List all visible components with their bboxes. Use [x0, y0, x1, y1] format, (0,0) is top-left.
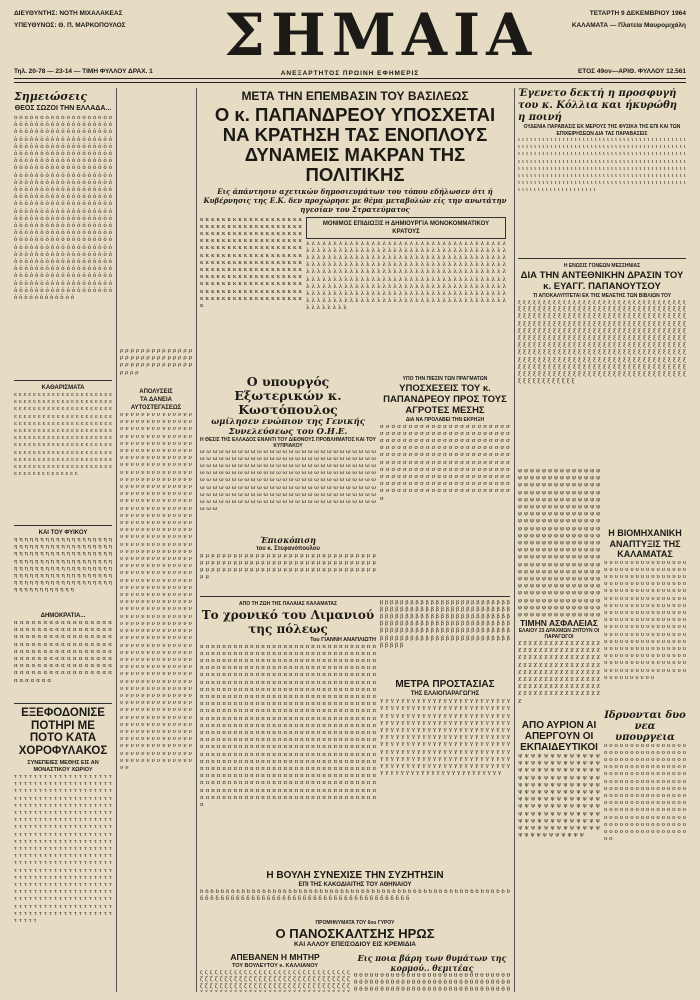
article-body: κ κ κ κ κ κ κ κ κ κ κ κ κ κ κ κ κ κ κ κ κ κ κ κ κ κ κ κ κ κ κ κ κ κ κ κ κ κ κ κ κ κ κ κ κ κ κ κ κ κ κ κ κ κ κ κ κ κ κ κ κ κ κ κ κ κ κ κ κ κ κ κ κ κ κ κ κ κ κ κ κ κ κ κ κ κ κ κ κ κ κ κ κ κ κ κ κ κ κ κ κ κ κ κ κ κ κ κ κ κ κ κ κ κ κ κ κ κ κ κ κ κ κ κ κ κ κ κ κ κ κ κ κ κ κ κ κ κ κ κ κ κ κ κ κ κ κ κ κ κ κ κ κ κ κ κ κ κ κ κ κ κ κ κ κ κ κ κ κ κ κ κ κ κ κ κ κ κ κ κ κ κ κ κ κ κ κ κ κ κ κ κ κ κ κ κ κ κ κ κ κ κ κ κ κ κ κ κ κ κ κ κ κ κ κ κ κ κ κ κ κ κ κ κ κ κ κ κ κ: [200, 216, 302, 310]
lead-subheadline: Εις άπάντησιν αχετικών δημοσιευμάτων του τόπου εδήλωσεν ότι ή Κυβέρνησις της Ε.Κ. δεν προχώρησε με θέμα μεταβολών είς την ανωτάτην ηγεσίαν του Στρατεύματος: [203, 186, 507, 214]
article-body: ζ ζ ζ ζ ζ ζ ζ ζ ζ ζ ζ ζ ζ ζ ζ ζ ζ ζ ζ ζ ζ ζ ζ ζ ζ ζ ζ ζ ζ ζ ζ ζ ζ ζ ζ ζ ζ ζ ζ ζ ζ ζ ζ ζ ζ ζ ζ ζ ζ ζ ζ ζ ζ ζ ζ ζ ζ ζ ζ ζ ζ ζ ζ ζ ζ ζ ζ ζ ζ ζ ζ ζ ζ ζ ζ ζ ζ ζ ζ ζ ζ ζ ζ ζ ζ ζ ζ ζ ζ ζ ζ ζ ζ: [200, 969, 350, 991]
mid-kicker: ΥΠΟ ΤΗΝ ΠΙΕΣΙΝ ΤΩΝ ΠΡΑΓΜΑΤΩΝ: [402, 375, 488, 382]
sport-headline: Ο ΠΑΝΟΣΚΑΛΤΣΗΣ ΗΡΩΣ: [275, 926, 435, 942]
article-body: γ γ γ γ γ γ γ γ γ γ γ γ γ γ γ γ γ γ γ γ γ γ γ γ γ γ γ γ γ γ γ γ γ γ γ γ γ γ γ γ γ γ γ γ γ γ γ γ γ γ γ γ γ γ γ γ γ γ γ γ γ γ γ γ γ γ γ γ γ γ γ γ γ γ γ γ γ γ γ γ γ γ γ γ γ γ γ γ γ γ γ γ γ γ γ γ γ γ γ γ γ γ γ γ γ γ γ γ γ γ γ γ γ γ γ γ γ γ γ γ γ γ γ γ γ γ γ γ γ γ γ γ γ γ γ γ γ γ γ γ γ γ γ γ γ γ γ γ γ γ γ γ γ γ γ γ γ γ γ γ γ γ γ γ γ γ γ γ γ γ γ γ γ γ γ γ γ γ γ γ γ γ γ γ γ γ γ γ γ γ γ γ γ γ γ γ γ γ γ γ γ γ γ γ γ γ γ γ γ γ γ γ γ γ γ γ γ γ γ γ γ γ γ γ γ γ γ γ γ γ γ γ γ γ γ γ γ γ γ γ γ γ γ γ γ γ γ γ γ γ γ γ γ γ γ γ γ γ γ γ γ γ γ γ γ γ γ γ γ γ γ γ γ γ: [380, 698, 510, 777]
appeal-headline: Έγενετο δεκτή η προσφυγή του κ. Κόλλια και ήκυρώθη η ποινή: [518, 88, 678, 123]
masthead-rule: [14, 78, 686, 83]
masthead-right: [476, 8, 686, 32]
promo-kicker: ΠΡΟΜΗΝΥΜΑΤΑ ΤΟΥ 6ου ΓΥΡΟΥ: [315, 920, 395, 927]
masthead-left: [14, 8, 224, 32]
article-body: α α α α α α α α α α α α α α α α α α α α α α α α α α α α α α α α α α α α α α α α α α α α α α α α α α α α α α α α α α α α α α α α α α α α α α α α α α α α α α α α α α α α α α α α α α α α α α α α α α α α α α α α α α α α α α α α α α α α α α α α α α α α α α α α α α α α α α α α α α α α α α α: [14, 620, 112, 684]
article-body: τ τ τ τ τ τ τ τ τ τ τ τ τ τ τ τ τ τ τ τ τ τ τ τ τ τ τ τ τ τ τ τ τ τ τ τ τ τ τ τ τ τ τ τ τ τ τ τ τ τ τ τ τ τ τ τ τ τ τ τ τ τ τ τ τ τ τ τ τ τ τ τ τ τ τ τ τ τ τ τ τ τ τ τ τ τ τ τ τ τ τ τ τ τ τ τ τ τ τ τ τ τ τ τ τ τ τ τ τ τ τ τ τ τ τ τ τ τ τ τ τ τ τ τ τ τ τ τ τ τ τ τ τ τ τ τ τ τ τ τ τ τ τ τ τ τ τ τ τ τ τ τ τ τ τ τ τ τ τ τ τ τ τ τ τ τ τ τ τ τ τ τ τ τ τ τ τ τ τ τ τ τ τ τ τ τ τ τ τ τ τ τ τ τ τ τ τ τ τ τ τ τ τ τ τ τ τ τ τ τ τ τ τ τ τ τ τ τ τ τ τ τ τ τ τ τ τ τ τ τ τ τ τ τ τ τ τ τ τ τ τ τ τ τ τ τ τ τ τ τ τ τ τ τ τ τ τ τ τ τ τ τ τ τ τ τ τ τ τ τ τ τ τ τ τ τ τ τ τ τ τ τ τ τ τ τ τ τ τ τ τ τ τ τ τ τ τ τ τ τ τ τ τ τ τ τ τ τ τ τ τ τ τ τ τ τ τ τ τ τ τ τ τ τ τ τ τ τ τ τ τ τ τ τ τ τ τ τ τ τ τ τ τ τ τ τ τ τ τ τ τ τ τ τ τ τ τ τ τ τ τ τ τ τ τ τ τ τ τ τ τ τ τ τ τ τ τ τ τ τ τ τ τ τ τ τ τ τ τ τ τ τ τ τ τ τ τ τ τ τ τ τ τ τ τ: [14, 774, 112, 925]
article-heading: ΚΑΘΑΡΙΣΜΑΤΑ: [41, 385, 85, 391]
insurance-headline: ΤΙΜΗΝ ΑΣΦΑΛΕΙΑΣ: [519, 618, 599, 628]
article-headline: ΕΞΕΦΟΔΟΝΙΣΕ ΠΟΤΗΡΙ ΜΕ ΠΟΤΟ ΚΑΤΑ ΧΟΡΟΦΥΛΑΚΟΣ: [18, 707, 108, 757]
article-heading: ΤΑ ΔΑΝΕΙΑ ΑΥΤΟΣΤΕΓΑΣΕΩΣ: [130, 397, 182, 411]
editor-line: ΥΠΕΥΘΥΝΟΣ: Θ. Π. ΜΑΡΚΟΠΟΥΛΟΣ: [14, 22, 126, 29]
article-body: λ λ λ λ λ λ λ λ λ λ λ λ λ λ λ λ λ λ λ λ λ λ λ λ λ λ λ λ λ λ λ λ λ λ λ λ λ λ λ λ λ λ λ λ λ λ λ λ λ λ λ λ λ λ λ λ λ λ λ λ λ λ λ λ λ λ λ λ λ λ λ λ λ λ λ λ λ λ λ λ λ λ λ λ λ λ λ λ λ λ λ λ λ λ λ λ λ λ λ λ λ λ λ λ λ λ λ λ λ λ λ λ λ λ λ λ λ λ λ λ λ λ λ λ λ λ λ λ λ λ λ λ λ λ λ λ λ λ λ λ λ λ λ λ λ λ λ λ λ λ λ λ λ λ λ λ λ λ λ λ λ λ λ λ λ λ λ λ λ λ λ λ λ λ λ λ λ λ λ λ λ λ λ λ λ λ λ λ λ λ λ λ λ λ λ λ λ λ λ λ λ λ λ λ λ λ λ λ λ λ λ λ λ λ λ λ λ λ λ λ λ λ λ λ λ λ λ λ λ λ λ λ λ λ λ λ λ λ λ λ λ λ λ λ λ λ λ λ λ λ λ λ λ λ λ λ λ λ λ λ λ λ λ λ λ λ λ λ λ λ λ λ λ λ λ λ λ λ λ λ λ λ λ λ λ λ λ λ λ λ λ λ λ λ λ λ λ λ λ λ λ λ λ λ λ λ λ λ λ λ λ λ λ λ λ λ λ λ λ λ λ λ λ λ λ λ λ λ λ λ λ λ λ λ λ λ λ λ λ λ λ: [306, 240, 506, 312]
newspaper-subtitle: ΑΝΕΞΑΡΤΗΤΟΣ ΠΡΩΙΝΗ ΕΦΗΜΕΡΙΣ: [280, 70, 420, 77]
newspaper-title: ΣΗΜΑΙΑ: [224, 1, 538, 69]
obituary-headline: ΑΠΕΒΑΝΕΝ Η ΜΗΤΗΡ: [230, 951, 320, 962]
strike-headline: ΑΠΟ ΑΥΡΙΟΝ ΑΙ ΑΠΕΡΓΟΥΝ ΟΙ ΕΚΠΑΙΔΕΥΤΙΚΟΙ: [520, 720, 598, 753]
column-1: [14, 88, 112, 992]
price-line: Τηλ. 20-78 — 23-14 — ΤΙΜΗ ΦΥΛΛΟΥ ΔΡΑΧ. 1: [14, 68, 153, 75]
boxed-heading: ΜΟΝΙΜΟΣ ΕΠΙΔΙΩΞΙΣ Η ΔΗΜΙΟΥΡΓΙΑ ΜΟΝΟΚΟΜΜΑΤΙΚΟΥ ΚΡΑΤΟΥΣ: [306, 217, 506, 239]
column-rule: [116, 88, 117, 992]
sport-subheading: ΚΑΙ ΑΛΛΟΥ ΕΠΕΙΣΟΔΙΟΥ ΕΙΣ ΚΡΕΜΙΔΙΑ: [293, 940, 417, 948]
issue-number: ΕΤΟΣ 49ον—ΑΡΙΘ. ΦΥΛΛΟΥ 12.561: [577, 68, 686, 75]
notes-column-title: Σημειώσεις: [14, 90, 88, 103]
metra-headline: ΜΕΤΡΑ ΠΡΟΣΤΑΣΙΑΣ: [395, 678, 495, 690]
divider: [14, 380, 112, 381]
papanoutsos-headline: ΔΙΑ ΤΗΝ ΑΝΤΕΘΝΙΚΗΝ ΔΡΑΣΙΝ ΤΟΥ κ. ΕΥΑΓΓ. ΠΑΠΑΝΟΥΤΣΟΥ: [520, 270, 684, 292]
mid-subheading: ΔΙΑ ΝΑ ΠΡΟΛΑΒΕΙ ΤΗΝ ΕΚΡΗΞΗ: [405, 416, 485, 423]
article-body: ρ ρ ρ ρ ρ ρ ρ ρ ρ ρ ρ ρ ρ ρ ρ ρ ρ ρ ρ ρ ρ ρ ρ ρ ρ ρ ρ ρ ρ ρ ρ ρ ρ ρ ρ ρ ρ ρ ρ ρ ρ ρ ρ ρ ρ ρ: [120, 348, 192, 376]
article-body: χ χ χ χ χ χ χ χ χ χ χ χ χ χ χ χ χ χ χ χ χ χ χ χ χ χ χ χ χ χ χ χ χ χ χ χ χ χ χ χ χ χ χ χ χ χ χ χ χ χ χ χ χ χ χ χ χ χ χ χ χ χ χ χ χ χ χ χ χ χ χ χ χ χ χ χ χ χ χ χ χ χ χ χ χ χ χ χ χ χ χ χ χ χ χ χ χ χ χ χ χ χ χ χ χ χ χ χ χ χ χ χ χ χ χ χ χ χ χ χ χ χ χ χ χ χ χ χ χ: [518, 640, 600, 704]
episkopos-subheading: του κ. Στεφανόπουλου: [256, 545, 320, 552]
papanoutsos-subheading: ΤΙ ΑΠΟΚΑΛΥΠΤΕΤΑΙ ΕΚ ΤΗΣ ΜΕΛΕΤΗΣ ΤΩΝ ΒΙΒΛΙΩΝ ΤΟΥ: [532, 293, 672, 299]
article-heading: ΔΗΜΟΚΡΑΤΙΑ...: [40, 613, 86, 619]
article-body: π π π π π π π π π π π π π π π π π π π π π π π π π π π π π π π π π π π π π π π π π π π π π π π π π π π π π π π π π π π π π π π π π π π π π π π π π π π π π π π π π π π π π π π π π π π π π π π π π π π π π π π π π π π π π π π π π π π π π π π π π π π π π π π π π π π π π π π π π π π π π π π π π π π π π π π π π π π π π π π π π π π π π π π π π π π π π π π π π π π π π π π π π π π π π π π π π π π π π π π π π π π π π π π π π π π π π π π π π π π π π π π π π π π π π π π π π π π π π π π π π π π π π π π π π π π π π π π π π π π π π π π π π π π π π π π π π π π π π π π π π π π π π π π π π π π π π π π π π π π π π π π π π π π π π π π π π π π π π π π π π π π π π π π π π π π π π π π π π π π π π π π π π π π π π π π π π π π π π π π π π π π π π π π π π π π π π π π π π π π π π π π π π π π π π π π π π π π π π π π π π π π π π π π π π π π π π π π π π π π π π π π π π π π π π π π π π π π π π π π π π π π π π π π π π π π π π π π π π π π π π π π π π π π π π π π π π π π π π π π π π π π π π π π π π π π π π π π π π π π π π π π π π π π π π π π π π π π π π π π π π π π π π π π π π π π π π π π π π π π π π π π π π π π π π π π π π π π π π π π π π π π π π π π π π π π π π π π π π π π π π π π π π π π π π π π π π π π π π π π π π π π π π π π π π π π π π π π π π π π π π π π π π π π π π π π π π π π π π π π π π π π π π π π π π π π π π π π π π π π π π π π π π π π π π π π π π π π π π π π π π π π π π π π π π π π π π π π π π π π π π π π π π: [200, 643, 376, 809]
article-body: ο ο ο ο ο ο ο ο ο ο ο ο ο ο ο ο ο ο ο ο ο ο ο ο ο ο ο ο ο ο ο ο ο ο ο ο ο ο ο ο ο ο ο ο ο ο ο ο ο ο ο ο ο ο ο ο ο ο ο ο ο ο ο ο ο ο ο ο ο ο ο ο ο ο ο ο ο ο ο ο ο ο ο ο ο ο ο ο ο ο ο ο ο ο ο ο ο ο ο ο ο ο ο ο ο ο ο ο ο ο ο ο ο ο ο ο ο ο ο ο ο ο ο ο ο ο ο ο ο ο ο ο ο ο ο ο ο ο ο ο ο ο ο ο ο ο ο ο ο ο ο ο ο ο ο ο ο ο ο ο ο ο ο ο ο ο ο ο ο ο ο ο ο ο ο ο ο ο ο ο ο ο ο ο ο ο ο ο ο ο ο ο ο ο ο ο ο ο ο ο ο ο ο ο ο ο ο ο ο ο: [604, 742, 686, 843]
article-heading: ΑΠΟΛΥΣΕΙΣ: [139, 389, 173, 395]
article-body: δ δ δ δ δ δ δ δ δ δ δ δ δ δ δ δ δ δ δ δ δ δ δ δ δ δ δ δ δ δ δ δ δ δ δ δ δ δ δ δ δ δ δ δ δ δ δ δ δ δ δ δ δ δ δ δ δ δ δ δ δ δ δ δ δ δ δ δ δ δ δ δ δ δ δ δ δ δ δ δ δ δ δ δ δ δ δ δ δ δ δ δ δ δ δ δ δ δ δ δ δ: [200, 889, 510, 903]
chronicle-kicker: ΑΠΟ ΤΗ ΖΩΗ ΤΗΣ ΠΑΛΑΙΑΣ ΚΑΛΑΜΑΤΑΣ: [238, 600, 338, 607]
article-body: η η η η η η η η η η η η η η η η η η η η η η η η η η η η η η η η η η η η η η η η η η η η η η η η η η η η η η η η η η η η η η η η η η η η η η η η η η η η η η η η η η η η η η η η η η η η η η η η η η η η η η η η η η η η η η η η η η η η η η η η η η η η η η η η η η η η η η η η η η η η η η η η η: [14, 537, 112, 594]
foreign-minister-subhead: ωμίλησεν ενώπιον της Γενικής Συνελεύσεως του Ο.Η.Ε.: [211, 416, 365, 437]
article-body: φ φ φ φ φ φ φ φ φ φ φ φ φ φ φ φ φ φ φ φ φ φ φ φ φ φ φ φ φ φ φ φ φ φ φ φ φ φ φ φ φ φ φ φ φ φ φ φ φ φ φ φ φ φ φ φ φ φ φ φ φ φ φ φ φ φ φ φ φ φ φ φ φ φ φ φ φ φ φ φ φ φ φ φ φ φ φ φ φ φ φ φ φ φ φ φ φ φ φ φ φ φ φ φ φ φ φ φ φ φ φ φ φ φ φ φ φ φ φ φ φ φ φ φ φ φ φ φ φ φ φ φ φ φ φ φ φ φ φ φ φ φ φ φ φ φ φ φ φ φ φ φ φ φ φ φ φ φ φ φ φ φ φ φ φ φ φ φ φ φ φ φ φ φ φ φ φ φ φ φ φ φ φ φ φ φ φ φ φ φ φ φ φ φ φ φ φ φ φ φ φ φ φ φ φ φ φ φ φ φ φ φ φ φ φ φ φ φ φ φ φ φ φ φ φ φ φ φ φ φ φ φ φ φ φ φ φ φ φ φ φ φ φ φ φ φ φ φ φ φ φ φ φ φ φ φ φ φ φ φ φ φ φ φ φ φ φ φ φ φ φ φ φ φ φ φ φ φ φ φ φ φ φ φ φ φ φ φ φ φ φ φ φ φ: [518, 468, 600, 618]
kids-headline: Εις ποια βάρη των θυμάτων της κορμού.. θεμιτέας: [357, 952, 507, 973]
right-column: [518, 88, 686, 992]
newspaper-page: [14, 1, 686, 992]
divider: [14, 525, 112, 526]
ministries-headline: Ιδρυονται δυο νεα υπουργεια: [604, 709, 686, 743]
chronicle-headline: Το χρονικό του Λιμανιού της πόλεως: [201, 607, 375, 636]
appeal-subheading: ΟΥΔΕΝΙΑ ΠΑΡΑΒΑΣΙΣ ΕΚ ΜΕΡΟΥΣ ΤΗΣ ΦΥΣΙΚΑ ΤΗΣ ΕΠΙ ΚΑΙ ΤΩΝ ΕΠΙΧΕΙΡΗΣΕΩΝ ΔΙΑ ΤΑΣ ΠΑΡΑΒΑΣΕΙΣ: [523, 124, 681, 137]
article-body: θ θ θ θ θ θ θ θ θ θ θ θ θ θ θ θ θ θ θ θ θ θ θ θ θ θ θ θ θ θ θ θ θ θ θ θ θ θ θ θ θ θ θ θ θ θ θ θ θ θ θ θ θ θ θ θ θ θ θ θ θ θ θ θ θ θ θ θ θ θ θ θ θ θ θ θ θ θ θ θ θ θ θ θ θ θ θ θ θ θ: [354, 972, 510, 992]
lead-headline: Ο κ. ΠΑΠΑΝΔΡΕΟΥ ΥΠΟΣΧΕΤΑΙ ΝΑ ΚΡΑΤΗΣΗ ΤΑΣ ΕΝΟΠΛΟΥΣ ΔΥΝΑΜΕΙΣ ΜΑΚΡΑΝ ΤΗΣ ΠΟΛΙΤΙΚΗΣ: [214, 103, 496, 185]
metra-subheading: ΤΗΣ ΕΛΑΙΟΠΑΡΑΓΩΓΗΣ: [410, 691, 480, 698]
insurance-subheading: ΕΛΑΙΟΥ 23 ΔΡΑΧΜΩΝ ΖΗΤΟΥΝ ΟΙ ΠΑΡΑΓΩΓΟΙ: [518, 628, 600, 640]
episkopos-heading: Έπισκόπιση: [260, 534, 316, 545]
obituary-subheading: ΤΟΥ ΒΟΥΛΕΥΤΟΥ κ. ΚΑΛΛΙΑΝΟΥ: [231, 962, 319, 969]
column-2: [120, 348, 192, 992]
article-subheading: ΣΥΝΕΠΕΙΕΣ ΜΕΘΗΣ ΕΙΣ ΑΝ ΜΟΝΑΣΤΙΚΟΥ ΧΩΡΙΟΥ: [27, 760, 99, 773]
address-line: ΚΑΛΑΜΑΤΑ — Πλατεία Μαυρομιχάλη: [571, 22, 686, 29]
industry-headline: Η ΒΙΟΜΗΧΑΝΙΚΗ ΑΝΑΠΤΥΞΙΣ ΤΗΣ ΚΑΛΑΜΑΤΑΣ: [608, 528, 682, 559]
article-body: ι ι ι ι ι ι ι ι ι ι ι ι ι ι ι ι ι ι ι ι ι ι ι ι ι ι ι ι ι ι ι ι ι ι ι ι ι ι ι ι ι ι ι ι ι ι ι ι ι ι ι ι ι ι ι ι ι ι ι ι ι ι ι ι ι ι ι ι ι ι ι ι ι ι ι ι ι ι ι ι ι ι ι ι ι ι ι ι ι ι ι ι ι ι ι ι ι ι ι ι ι ι ι ι ι ι ι ι ι ι ι ι ι ι ι ι ι ι ι ι ι ι ι ι ι ι ι ι ι ι ι ι ι ι ι ι ι ι ι ι ι ι ι ι ι ι ι ι ι ι ι ι ι ι ι ι ι ι ι ι ι ι ι ι ι ι ι ι ι ι ι ι ι ι ι ι ι ι ι ι ι ι ι ι ι ι ι ι ι ι ι ι ι ι ι ι ι ι ι ι ι ι ι ι ι ι ι ι ι ι ι ι ι ι ι ι ι ι ι ι ι ι ι ι ι ι ι ι ι ι ι ι ι ι ι ι ι ι ι ι ι ι ι ι ι ι ι ι ι ι ι ι ι ι ι ι ι ι ι ι ι ι ι ι ι ι ι ι ι ι ι ι ι ι ι ι ι ι ι ι ι ι ι ι ι ι ι ι ι ι ι ι ι ι ι ι ι ι ι ι ι ι ι ι ι ι ι ι ι ι ι ι ι ι: [518, 137, 686, 194]
vouli-headline: Η ΒΟΥΛΗ ΣΥΝΕΧΙΣΕ ΤΗΝ ΣΥΖΗΤΗΣΙΝ: [266, 869, 444, 881]
article-body: ε ε ε ε ε ε ε ε ε ε ε ε ε ε ε ε ε ε ε ε ε ε ε ε ε ε ε ε ε ε ε ε ε ε ε ε ε ε ε ε ε ε ε ε ε ε ε ε ε ε ε ε ε ε ε ε ε ε ε ε ε ε ε ε ε ε ε ε ε ε ε ε ε ε ε ε ε ε ε ε ε ε ε ε ε ε ε ε ε ε ε ε ε ε ε ε ε ε ε ε ε ε ε ε ε ε ε ε ε ε ε ε ε ε ε ε ε ε ε ε ε ε ε ε ε ε ε ε ε ε ε ε ε ε ε ε ε ε ε ε ε ε ε ε ε ε ε ε ε ε ε ε ε ε ε ε ε ε ε ε ε ε ε ε ε ε ε ε ε ε ε ε ε ε ε ε ε ε ε ε ε ε ε ε ε ε ε ε ε ε ε ε ε ε ε ε ε ε ε ε ε ε ε ε ε ε ε ε ε ε ε ε ε ε ε ε ε ε ε ε ε ε ε ε ε ε ε ε ε ε ε ε ε ε ε ε ε ε ε ε ε ε ε ε ε: [14, 392, 112, 478]
article-body: ν ν ν ν ν ν ν ν ν ν ν ν ν ν ν ν ν ν ν ν ν ν ν ν ν ν ν ν ν ν ν ν ν ν ν ν ν ν ν ν ν ν ν ν ν ν ν ν ν ν ν ν ν ν ν ν ν ν ν ν ν ν ν ν ν ν ν ν ν ν ν ν ν ν ν ν ν ν ν ν ν ν ν ν ν ν ν ν ν ν ν ν ν ν ν ν ν ν ν ν ν ν ν ν ν ν ν ν ν ν ν ν ν ν ν ν ν ν ν ν ν ν ν ν ν ν ν ν ν ν ν ν ν ν ν ν ν ν ν ν ν ν ν ν ν ν ν ν ν ν ν ν ν ν ν ν ν ν ν ν ν ν ν ν ν ν ν ν ν ν ν ν ν ν ν ν ν ν ν ν ν ν ν ν ν ν ν ν ν ν ν ν ν ν ν ν ν ν ν ν ν ν ν ν ν ν ν ν ν ν ν ν ν ν ν ν ν ν ν ν ν ν ν ν ν ν ν ν ν ν ν ν ν ν ν ν ν ν ν ν ν ν ν ν ν ν ν ν ν ν ν ν ν ν ν ν ν ν ν ν ν ν ν ν ν ν ν ν ν ν ν ν ν ν ν ν ν ν ν ν ν ν ν ν ν ν ν ν ν ν ν ν ν ν ν ν ν ν ν ν ν ν ν ν ν ν ν ν ν ν ν ν ν ν ν ν ν ν ν ν ν ν ν ν ν ν ν ν ν ν ν ν ν ν ν ν ν ν ν ν ν ν ν ν ν ν ν ν ν ν ν ν ν ν ν ν ν ν ν ν ν ν ν ν ν ν ν ν ν ν ν ν ν ν ν ν ν ν ν ν ν ν ν ν ν ν ν ν ν ν ν ν ν ν ν ν ν ν ν ν ν ν ν ν ν ν ν ν ν ν ν ν ν ν ν ν ν ν ν ν ν ν ν ν ν ν ν ν ν ν ν ν ν ν ν ν ν ν ν ν ν ν ν ν ν ν ν ν ν ν ν ν ν ν ν ν ν ν ν ν ν ν ν ν ν ν ν ν ν ν ν ν ν ν ν ν ν ν ν ν ν ν ν ν ν ν ν ν ν ν ν ν ν ν ν ν ν ν ν ν ν ν ν ν ν ν ν ν ν ν ν ν ν ν ν ν ν ν ν ν ν ν ν ν ν ν ν ν ν ν ν ν ν ν ν ν ν ν ν ν ν ν ν ν ν ν ν ν ν ν ν ν ν ν ν ν ν ν ν ν ν ν ν ν ν ν ν ν ν ν ν ν ν ν ν ν ν ν ν ν ν ν ν ν ν ν ν ν ν ν ν ν ν ν ν ν ν ν ν ν ν ν ν ν ν ν ν ν ν ν ν ν ν ν ν ν ν ν ν ν ν ν ν ν ν ν ν ν ν ν ν ν ν ν ν ν ν ν ν ν ν ν ν ν ν ν ν ν ν ν ν ν ν ν ν ν ν ν ν ν ν ν ν ν ν ν ν ν ν ν ν ν ν ν ν ν ν ν ν ν ν ν ν ν ν ν ν ν: [120, 412, 192, 771]
divider: [200, 596, 510, 597]
article-body: ὁ ὁ ὁ ὁ ὁ ὁ ὁ ὁ ὁ ὁ ὁ ὁ ὁ ὁ ὁ ὁ ὁ ὁ ὁ ὁ ὁ ὁ ὁ ὁ ὁ ὁ ὁ ὁ ὁ ὁ ὁ ὁ ὁ ὁ ὁ ὁ ὁ ὁ ὁ ὁ ὁ ὁ ὁ ὁ ὁ ὁ ὁ ὁ ὁ ὁ ὁ ὁ ὁ ὁ ὁ ὁ ὁ ὁ ὁ ὁ ὁ ὁ ὁ ὁ ὁ ὁ ὁ ὁ ὁ ὁ ὁ ὁ ὁ ὁ ὁ ὁ ὁ ὁ ὁ ὁ ὁ ὁ ὁ ὁ ὁ ὁ ὁ ὁ ὁ ὁ ὁ ὁ ὁ ὁ ὁ ὁ ὁ ὁ ὁ ὁ ὁ ὁ ὁ ὁ ὁ ὁ ὁ ὁ ὁ ὁ ὁ ὁ ὁ ὁ ὁ ὁ ὁ ὁ ὁ ὁ ὁ ὁ ὁ ὁ ὁ ὁ ὁ ὁ ὁ ὁ ὁ ὁ ὁ ὁ ὁ ὁ ὁ ὁ ὁ ὁ ὁ ὁ ὁ ὁ ὁ ὁ ὁ ὁ ὁ ὁ ὁ ὁ ὁ ὁ ὁ ὁ ὁ ὁ ὁ ὁ ὁ ὁ ὁ ὁ ὁ ὁ ὁ ὁ ὁ ὁ ὁ ὁ ὁ ὁ ὁ ὁ ὁ ὁ ὁ ὁ ὁ ὁ ὁ ὁ ὁ ὁ ὁ ὁ ὁ ὁ ὁ ὁ ὁ ὁ ὁ ὁ ὁ ὁ ὁ ὁ ὁ ὁ ὁ ὁ ὁ ὁ ὁ ὁ ὁ ὁ ὁ ὁ ὁ ὁ ὁ ὁ ὁ ὁ ὁ ὁ ὁ ὁ ὁ ὁ ὁ ὁ ὁ ὁ ὁ ὁ ὁ ὁ ὁ ὁ ὁ ὁ ὁ ὁ ὁ ὁ ὁ ὁ ὁ ὁ ὁ ὁ ὁ ὁ ὁ ὁ ὁ ὁ ὁ ὁ ὁ ὁ ὁ ὁ ὁ ὁ ὁ ὁ ὁ ὁ ὁ ὁ ὁ ὁ ὁ ὁ ὁ ὁ ὁ ὁ ὁ ὁ ὁ ὁ ὁ ὁ ὁ ὁ ὁ ὁ ὁ ὁ ὁ ὁ ὁ ὁ ὁ ὁ ὁ ὁ ὁ ὁ ὁ ὁ ὁ ὁ ὁ ὁ ὁ ὁ ὁ ὁ ὁ ὁ ὁ ὁ ὁ ὁ ὁ ὁ ὁ ὁ ὁ ὁ ὁ ὁ ὁ ὁ ὁ ὁ ὁ ὁ ὁ ὁ ὁ ὁ ὁ ὁ ὁ ὁ ὁ ὁ ὁ ὁ ὁ ὁ ὁ ὁ ὁ ὁ ὁ ὁ ὁ ὁ ὁ ὁ ὁ ὁ ὁ ὁ ὁ ὁ ὁ ὁ ὁ ὁ ὁ ὁ ὁ ὁ ὁ ὁ ὁ ὁ ὁ ὁ ὁ ὁ ὁ ὁ ὁ ὁ ὁ ὁ ὁ ὁ ὁ ὁ ὁ ὁ ὁ ὁ ὁ ὁ ὁ ὁ ὁ ὁ ὁ ὁ ὁ ὁ ὁ ὁ ὁ ὁ ὁ ὁ ὁ ὁ ὁ ὁ ὁ ὁ ὁ ὁ ὁ ὁ ὁ ὁ ὁ ὁ ὁ ὁ ὁ ὁ ὁ ὁ ὁ ὁ ὁ ὁ ὁ ὁ ὁ ὁ ὁ ὁ ὁ ὁ ὁ ὁ ὁ ὁ ὁ ὁ ὁ ὁ ὁ ὁ ὁ ὁ ὁ ὁ ὁ ὁ ὁ ὁ ὁ ὁ ὁ ὁ ὁ ὁ ὁ ὁ ὁ ὁ ὁ ὁ ὁ ὁ ὁ ὁ ὁ ὁ ὁ ὁ ὁ ὁ ὁ ὁ ὁ ὁ ὁ ὁ ὁ ὁ ὁ ὁ ὁ ὁ ὁ: [14, 115, 112, 302]
article-heading: ΘΕΟΣ ΣΩΖΟΙ ΤΗΝ ΕΛΛΑΔΑ...: [14, 105, 112, 112]
article-body: β β β β β β β β β β β β β β β β β β β β β β β β β β β β β β β β β β β β β β β β β β β β β β β β β β β β β β β β β β β β β β β β β β β β β β β β β β β β β β β β β β β β β β β β β β β β β β β β β β β β β β β β β β β β β β β β β β β β β β β β β β β β β β β β β β β β β β β β β β β β β β β β β β β β β β β β β β β β β β β β β: [380, 599, 510, 649]
column-rule: [514, 88, 515, 992]
article-body: ω ω ω ω ω ω ω ω ω ω ω ω ω ω ω ω ω ω ω ω ω ω ω ω ω ω ω ω ω ω ω ω ω ω ω ω ω ω ω ω ω ω ω ω ω ω ω ω ω ω ω ω ω ω ω ω ω ω ω ω ω ω ω ω ω ω ω ω ω ω ω ω ω ω ω ω ω ω ω ω ω ω ω ω ω ω ω ω ω ω ω ω ω ω ω ω ω ω ω ω ω ω ω ω ω ω ω ω ω ω ω ω ω ω ω ω ω ω ω ω ω ω ω ω ω ω ω ω ω ω ω ω ω ω ω ω ω ω ω ω ω ω ω ω ω ω ω ω ω ω ω ω ω ω ω ω ω ω ω ω ω ω ω ω ω ω ω ω ω ω ω ω ω ω ω ω ω ω ω ω ω ω ω ω ω ω ω ω ω ω ω ω ω ω ω ω ω ω ω ω ω ω ω ω ω ω ω ω ω ω ω ω ω ω ω ω ω ω ω ω ω ω ω ω ω ω ω: [200, 448, 376, 513]
divider: [14, 703, 112, 704]
vouli-subheading: ΕΠΙ ΤΗΣ ΚΑΚΟΔΙΑΙΤΗΣ ΤΟΥ ΑΘΗΝΑΙΟΥ: [298, 882, 412, 889]
issue-date: ΤΕΤΑΡΤΗ 9 ΔΕΚΕΜΒΡΙΟΥ 1964: [589, 10, 686, 17]
foreign-minister-headline: Ο υπουργός Εξωτερικών κ. Κωστόπουλος: [234, 373, 342, 417]
foreign-minister-kicker: Η ΘΕΣΙΣ ΤΗΣ ΕΛΛΑΔΟΣ ΕΝΑΝΤΙ ΤΟΥ ΔΙΕΘΝΟΥΣ ΠΡΟΒΛΗΜΑΤΟΣ ΚΑΙ ΤΟΥ ΚΥΠΡΙΑΚΟΥ: [200, 436, 377, 449]
director-line: ΔΙΕΥΘΥΝΤΗΣ: ΝΟΤΗ ΜΙΧΑΛΑΚΕΑΣ: [14, 10, 123, 17]
article-body: ψ ψ ψ ψ ψ ψ ψ ψ ψ ψ ψ ψ ψ ψ ψ ψ ψ ψ ψ ψ ψ ψ ψ ψ ψ ψ ψ ψ ψ ψ ψ ψ ψ ψ ψ ψ ψ ψ ψ ψ ψ ψ ψ ψ ψ ψ ψ ψ ψ ψ ψ ψ ψ ψ ψ ψ ψ ψ ψ ψ ψ ψ ψ ψ ψ ψ ψ ψ ψ ψ ψ ψ ψ ψ ψ ψ ψ ψ ψ ψ ψ ψ ψ ψ ψ ψ ψ ψ ψ ψ ψ ψ ψ ψ ψ ψ ψ ψ ψ ψ ψ ψ ψ ψ ψ ψ ψ ψ ψ ψ ψ ψ ψ ψ ψ ψ ψ ψ ψ ψ ψ ψ ψ ψ ψ ψ ψ ψ ψ ψ ψ ψ ψ ψ ψ ψ ψ ψ ψ ψ ψ ψ ψ ψ ψ ψ ψ ψ ψ ψ ψ ψ ψ ψ: [518, 753, 600, 839]
article-body: μ μ μ μ μ μ μ μ μ μ μ μ μ μ μ μ μ μ μ μ μ μ μ μ μ μ μ μ μ μ μ μ μ μ μ μ μ μ μ μ μ μ μ μ μ μ μ μ μ μ μ μ μ μ μ μ μ μ μ μ μ μ μ μ μ μ μ μ μ μ μ μ μ μ μ μ μ μ μ μ μ μ μ μ μ μ μ μ μ μ μ μ μ μ μ μ μ μ: [200, 552, 376, 581]
parents-kicker: Η ΕΝΩΣΙΣ ΓΟΝΕΩΝ ΜΕΣΣΗΝΙΑΣ: [563, 263, 641, 269]
center-columns: [200, 88, 510, 992]
mid-headline: ΥΠΟΣΧΕΣΕΙΣ ΤΟΥ κ. ΠΑΠΑΝΔΡΕΟΥ ΠΡΟΣ ΤΟΥΣ ΑΓΡΟΤΕΣ ΜΕΣΗΣ: [383, 382, 507, 416]
article-body: σ σ σ σ σ σ σ σ σ σ σ σ σ σ σ σ σ σ σ σ σ σ σ σ σ σ σ σ σ σ σ σ σ σ σ σ σ σ σ σ σ σ σ σ σ σ σ σ σ σ σ σ σ σ σ σ σ σ σ σ σ σ σ σ σ σ σ σ σ σ σ σ σ σ σ σ σ σ σ σ σ σ σ σ σ σ σ σ σ σ σ σ σ σ σ σ σ σ σ σ σ σ σ σ σ σ σ σ σ σ σ σ σ σ σ σ σ σ σ σ σ σ σ σ σ σ σ σ σ σ σ σ σ σ σ σ σ σ σ σ σ σ σ σ σ σ σ σ σ σ σ σ σ σ σ σ σ σ σ σ σ σ σ σ σ σ σ σ σ σ σ σ σ σ σ σ σ σ σ σ σ σ σ σ σ σ σ σ σ σ σ σ σ σ σ σ σ σ σ σ σ σ σ σ σ σ σ σ σ σ σ σ σ σ σ σ σ σ σ σ σ σ σ σ σ σ σ σ σ σ σ: [380, 423, 510, 502]
divider: [518, 258, 686, 259]
lead-kicker: ΜΕΤΑ ΤΗΝ ΕΠΕΜΒΑΣΙΝ ΤΟΥ ΒΑΣΙΛΕΩΣ: [241, 89, 469, 103]
article-heading: ΚΑΙ ΤΟΥ ΦΥΙΚΟΥ: [38, 530, 88, 536]
column-rule: [196, 88, 197, 992]
article-body: ξ ξ ξ ξ ξ ξ ξ ξ ξ ξ ξ ξ ξ ξ ξ ξ ξ ξ ξ ξ ξ ξ ξ ξ ξ ξ ξ ξ ξ ξ ξ ξ ξ ξ ξ ξ ξ ξ ξ ξ ξ ξ ξ ξ ξ ξ ξ ξ ξ ξ ξ ξ ξ ξ ξ ξ ξ ξ ξ ξ ξ ξ ξ ξ ξ ξ ξ ξ ξ ξ ξ ξ ξ ξ ξ ξ ξ ξ ξ ξ ξ ξ ξ ξ ξ ξ ξ ξ ξ ξ ξ ξ ξ ξ ξ ξ ξ ξ ξ ξ ξ ξ ξ ξ ξ ξ ξ ξ ξ ξ ξ ξ ξ ξ ξ ξ ξ ξ ξ ξ ξ ξ ξ ξ ξ ξ ξ ξ ξ ξ ξ ξ ξ ξ ξ ξ ξ ξ ξ ξ ξ ξ ξ ξ ξ ξ ξ ξ ξ ξ ξ ξ ξ ξ ξ ξ ξ ξ ξ ξ ξ ξ ξ ξ ξ ξ ξ ξ ξ ξ ξ ξ ξ ξ ξ ξ ξ ξ ξ ξ ξ ξ ξ ξ ξ ξ ξ ξ ξ ξ ξ ξ ξ ξ ξ ξ ξ ξ ξ ξ ξ ξ ξ ξ ξ ξ ξ ξ ξ ξ ξ ξ ξ ξ ξ ξ ξ ξ ξ ξ ξ ξ ξ ξ ξ ξ ξ ξ ξ ξ ξ ξ ξ ξ ξ ξ ξ ξ ξ ξ ξ ξ ξ ξ ξ ξ ξ ξ ξ ξ ξ ξ ξ ξ ξ ξ ξ ξ ξ ξ ξ ξ ξ ξ ξ ξ ξ ξ ξ ξ ξ ξ ξ ξ ξ ξ ξ ξ ξ ξ ξ ξ ξ ξ ξ ξ ξ ξ ξ ξ ξ ξ ξ ξ ξ ξ ξ ξ ξ ξ ξ ξ ξ ξ ξ ξ ξ ξ ξ ξ ξ ξ ξ ξ ξ ξ ξ ξ ξ ξ ξ ξ ξ ξ ξ ξ ξ ξ ξ ξ ξ ξ ξ ξ ξ ξ ξ ξ ξ ξ ξ ξ ξ ξ ξ ξ ξ ξ ξ ξ ξ ξ ξ ξ ξ ξ ξ ξ ξ ξ ξ ξ ξ ξ ξ ξ ξ ξ ξ ξ ξ ξ ξ ξ ξ ξ ξ ξ ξ ξ ξ ξ ξ ξ ξ ξ: [518, 300, 686, 386]
article-body: υ υ υ υ υ υ υ υ υ υ υ υ υ υ υ υ υ υ υ υ υ υ υ υ υ υ υ υ υ υ υ υ υ υ υ υ υ υ υ υ υ υ υ υ υ υ υ υ υ υ υ υ υ υ υ υ υ υ υ υ υ υ υ υ υ υ υ υ υ υ υ υ υ υ υ υ υ υ υ υ υ υ υ υ υ υ υ υ υ υ υ υ υ υ υ υ υ υ υ υ υ υ υ υ υ υ υ υ υ υ υ υ υ υ υ υ υ υ υ υ υ υ υ υ υ υ υ υ υ υ υ υ υ υ υ υ υ υ υ υ υ υ υ υ υ υ υ υ υ υ υ υ υ υ υ υ υ υ υ υ υ υ υ υ υ υ υ υ υ υ υ υ υ υ υ υ υ υ υ υ υ υ υ υ υ υ υ υ υ υ υ υ υ υ υ υ υ υ υ υ υ υ υ υ υ υ υ υ υ υ υ υ υ υ υ υ υ υ υ υ υ υ υ υ υ υ υ υ υ υ υ υ υ υ υ υ υ υ υ υ υ υ υ υ υ υ υ υ υ υ υ υ υ υ υ υ υ υ υ υ υ υ υ υ υ υ: [604, 559, 686, 681]
chronicle-byline: Του ΓΙΑΝΝΗ ΑΝΑΠΛΙΩΤΗ: [310, 636, 376, 643]
